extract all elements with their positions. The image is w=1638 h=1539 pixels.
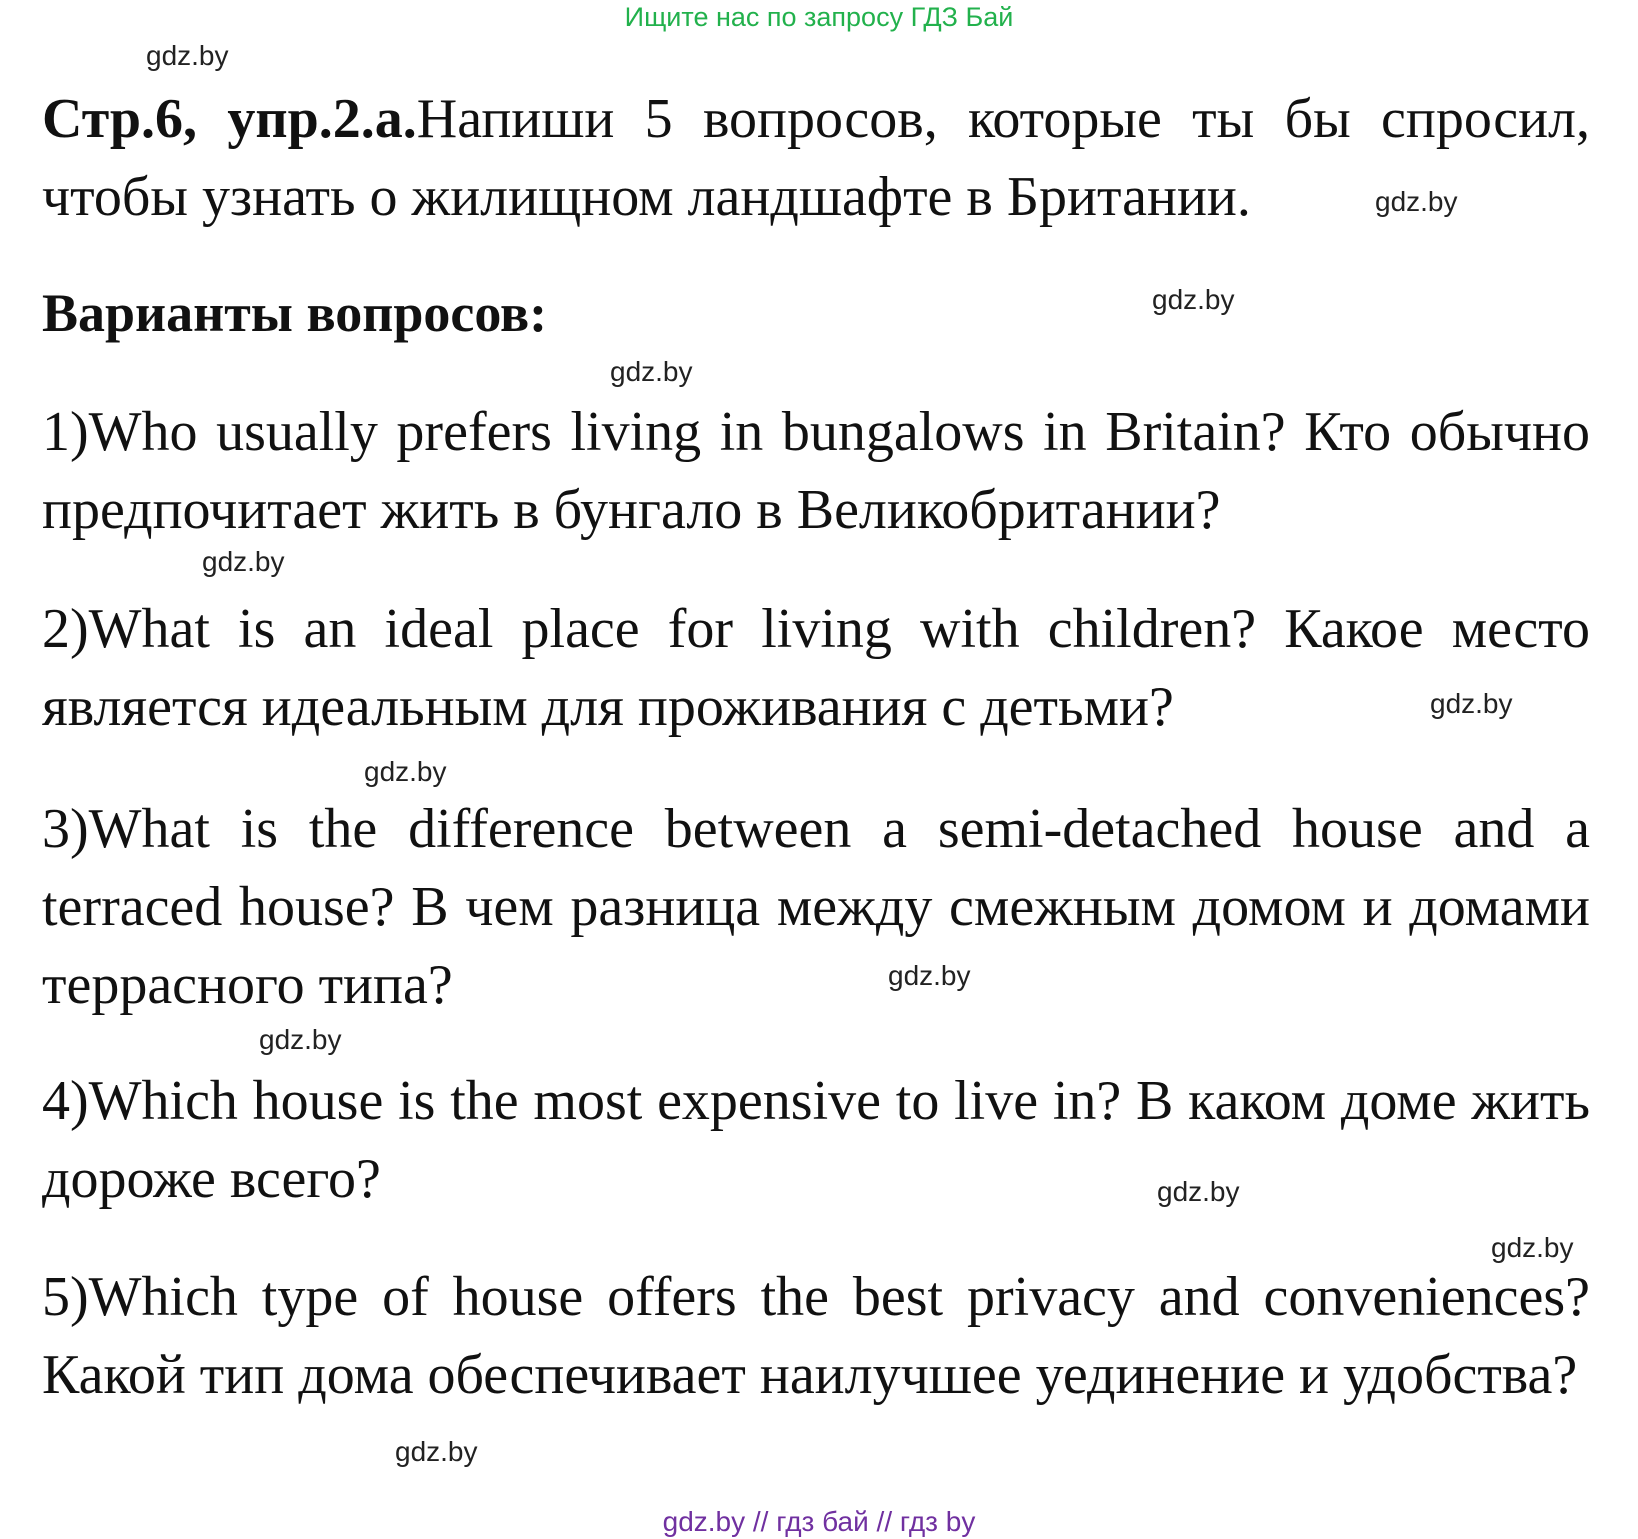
watermark: gdz.by [202, 546, 285, 577]
watermark: gdz.by [1375, 186, 1458, 217]
watermark: gdz.by [610, 356, 693, 387]
watermark: gdz.by [888, 960, 971, 991]
question-4: 4)Which house is the most expensive to live in? В каком доме жить дороже всего? [42, 1070, 1590, 1210]
question-1: 1)Who usually prefers living in bungalows in Britain? Кто обычно предпочитает жить в бунгало в Великобритании? [42, 401, 1590, 541]
watermark: gdz.by [1152, 284, 1235, 315]
top-banner[interactable]: Ищите нас по запросу ГДЗ Бай [624, 2, 1014, 32]
watermark: gdz.by [364, 756, 447, 787]
footer-links[interactable]: gdz.by // гдз бай // гдз by [662, 1506, 976, 1537]
watermark: gdz.by [1430, 688, 1513, 719]
watermark: gdz.by [259, 1024, 342, 1055]
task-statement [42, 80, 1590, 236]
question-2: 2)What is an ideal place for living with children? Какое место является идеальным для проживания с детьми? [42, 598, 1590, 738]
watermark: gdz.by [395, 1436, 478, 1467]
question-5: 5)Which type of house offers the best privacy and conveniences? Какой тип дома обеспечивает наилучшее уединение и удобства? [42, 1266, 1590, 1406]
watermark: gdz.by [146, 40, 229, 71]
question-3: 3)What is the difference between a semi-detached house and a terraced house? В чем разница между смежным домом и домами террасного типа? [42, 798, 1590, 1016]
subheading: Варианты вопросов: [42, 283, 548, 343]
task-label: Стр.6, упр.2.a. [42, 88, 417, 150]
task-text: Напиши 5 вопросов, которые ты бы спросил, чтобы узнать о жилищном ландшафте в Британии. [42, 88, 1590, 228]
watermark: gdz.by [1491, 1232, 1574, 1263]
watermark: gdz.by [1157, 1176, 1240, 1207]
